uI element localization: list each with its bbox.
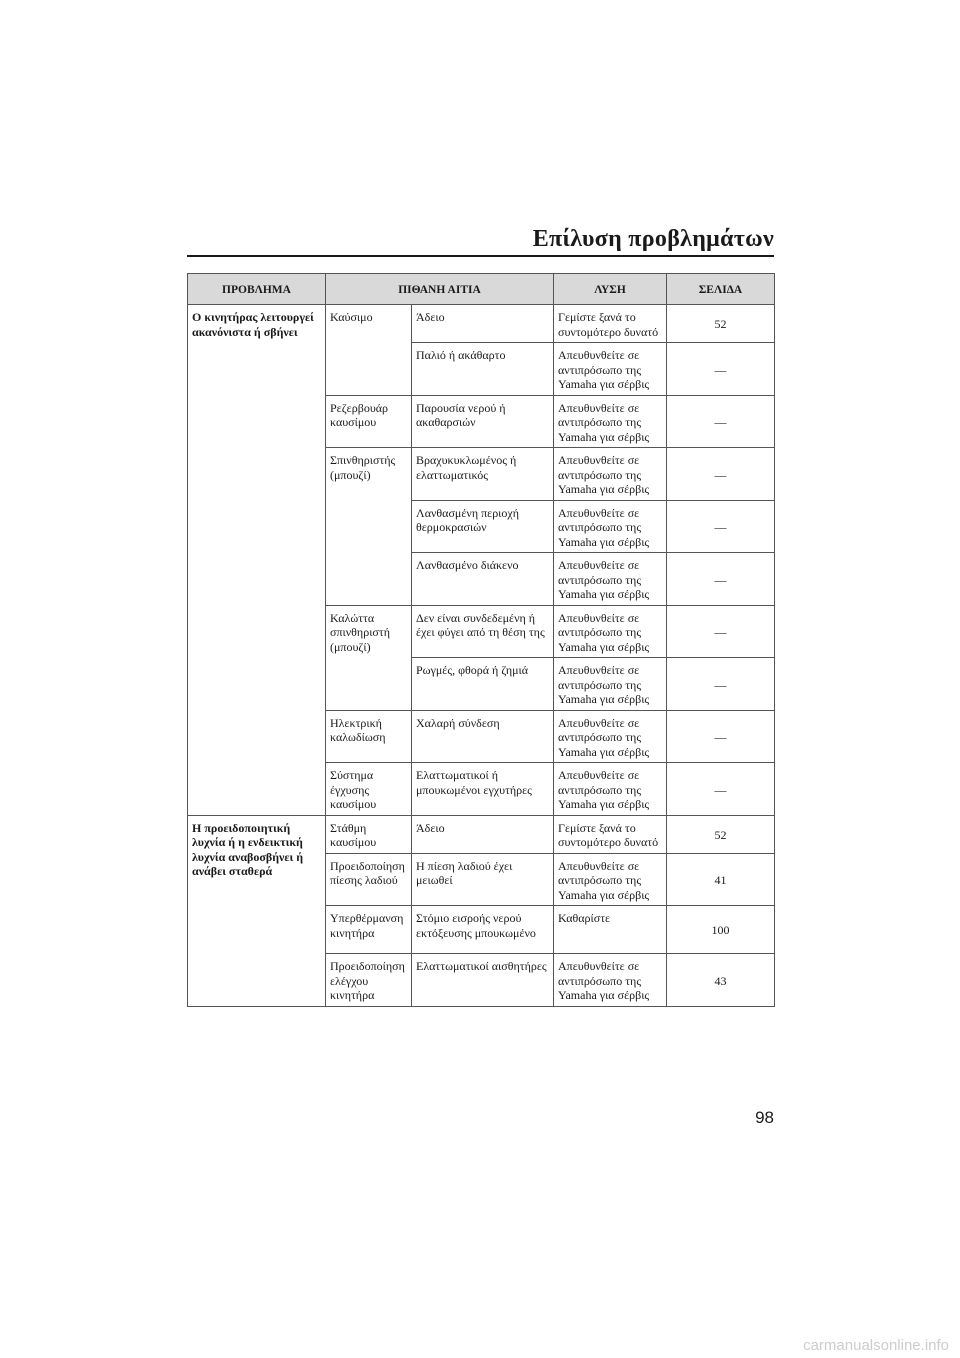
page-cell: 52 (667, 815, 775, 853)
cause-category-cell: Ρεζερβουάρ καυσίμου (326, 395, 412, 448)
problem-cell: Ο κινητήρας λειτουργεί ακανόνιστα ή σβήνει (188, 305, 326, 816)
cause-detail-cell: Άδειο (412, 815, 554, 853)
cause-category-cell: Στάθμη καυσίμου (326, 815, 412, 853)
cause-category-cell: Προειδοποίηση πίεσης λαδιού (326, 853, 412, 906)
page-cell: 41 (667, 853, 775, 906)
solution-cell: Απευθυνθείτε σε αντιπρόσωπο της Yamaha για σέρβις (554, 448, 667, 501)
cause-category-cell: Σύστημα έγχυσης καυσίμου (326, 763, 412, 816)
solution-cell: Απευθυνθείτε σε αντιπρόσωπο της Yamaha για σέρβις (554, 710, 667, 763)
title-divider (187, 255, 774, 257)
page-cell: 52 (667, 305, 775, 343)
solution-cell: Γεμίστε ξανά το συντομότερο δυνατό (554, 305, 667, 343)
solution-cell: Απευθυνθείτε σε αντιπρόσωπο της Yamaha για σέρβις (554, 553, 667, 606)
solution-cell: Απευθυνθείτε σε αντιπρόσωπο της Yamaha για σέρβις (554, 500, 667, 553)
cause-category-cell: Καλώττα σπινθηριστή (μπουζί) (326, 605, 412, 710)
page-cell: 100 (667, 906, 775, 954)
cause-detail-cell: Δεν είναι συνδεδεμένη ή έχει φύγει από τη θέση της (412, 605, 554, 658)
cause-category-cell: Καύσιμο (326, 305, 412, 396)
cause-detail-cell: Παρουσία νερού ή ακαθαρσιών (412, 395, 554, 448)
page-cell: — (667, 763, 775, 816)
cause-detail-cell: Παλιό ή ακάθαρτο (412, 343, 554, 396)
cause-detail-cell: Χαλαρή σύνδεση (412, 710, 554, 763)
cause-category-cell: Ηλεκτρική καλωδίωση (326, 710, 412, 763)
solution-cell: Γεμίστε ξανά το συντομότερο δυνατό (554, 815, 667, 853)
page-cell: — (667, 553, 775, 606)
cause-detail-cell: Λανθασμένη περιοχή θερμοκρασιών (412, 500, 554, 553)
page-cell: — (667, 343, 775, 396)
cause-detail-cell: Ρωγμές, φθορά ή ζημιά (412, 658, 554, 711)
cause-detail-cell: Ελαττωματικοί αισθητήρες (412, 954, 554, 1007)
table-row (188, 815, 775, 853)
page-cell: — (667, 605, 775, 658)
cause-category-cell: Προειδοποίηση ελέγχου κινητήρα (326, 954, 412, 1007)
page-cell: — (667, 658, 775, 711)
table-header-row (188, 274, 775, 305)
solution-cell: Απευθυνθείτε σε αντιπρόσωπο της Yamaha για σέρβις (554, 658, 667, 711)
table-row (188, 305, 775, 343)
page-cell: 43 (667, 954, 775, 1007)
solution-cell: Απευθυνθείτε σε αντιπρόσωπο της Yamaha για σέρβις (554, 853, 667, 906)
solution-cell: Απευθυνθείτε σε αντιπρόσωπο της Yamaha για σέρβις (554, 605, 667, 658)
cause-detail-cell: Λανθασμένο διάκενο (412, 553, 554, 606)
solution-cell: Απευθυνθείτε σε αντιπρόσωπο της Yamaha για σέρβις (554, 954, 667, 1007)
column-header-cause: ΠΙΘΑΝΗ ΑΙΤΙΑ (326, 274, 554, 305)
column-header-page: ΣΕΛΙΔΑ (667, 274, 775, 305)
watermark: carmanualsonline.info (803, 1337, 949, 1354)
solution-cell: Απευθυνθείτε σε αντιπρόσωπο της Yamaha για σέρβις (554, 395, 667, 448)
page-cell: — (667, 710, 775, 763)
page-title: Επίλυση προβλημάτων (532, 226, 774, 252)
cause-detail-cell: Στόμιο εισροής νερού εκτόξευσης μπουκωμένο (412, 906, 554, 954)
cause-category-cell: Υπερθέρμανση κινητήρα (326, 906, 412, 954)
cause-detail-cell: Ελαττωματικοί ή μπουκωμένοι εγχυτήρες (412, 763, 554, 816)
column-header-problem: ΠΡΟΒΛΗΜΑ (188, 274, 326, 305)
cause-category-cell: Σπινθηριστής (μπουζί) (326, 448, 412, 606)
page-number: 98 (755, 1108, 774, 1127)
troubleshooting-table (187, 273, 775, 1007)
page-cell: — (667, 500, 775, 553)
problem-cell: Η προειδοποιητική λυχνία ή η ενδεικτική λυχνία αναβοσβήνει ή ανάβει σταθερά (188, 815, 326, 1006)
column-header-solution: ΛΥΣΗ (554, 274, 667, 305)
page-cell: — (667, 395, 775, 448)
solution-cell: Απευθυνθείτε σε αντιπρόσωπο της Yamaha για σέρβις (554, 343, 667, 396)
solution-cell: Απευθυνθείτε σε αντιπρόσωπο της Yamaha για σέρβις (554, 763, 667, 816)
solution-cell: Καθαρίστε (554, 906, 667, 954)
cause-detail-cell: Βραχυκυκλωμένος ή ελαττωματικός (412, 448, 554, 501)
cause-detail-cell: Άδειο (412, 305, 554, 343)
page-cell: — (667, 448, 775, 501)
cause-detail-cell: Η πίεση λαδιού έχει μειωθεί (412, 853, 554, 906)
